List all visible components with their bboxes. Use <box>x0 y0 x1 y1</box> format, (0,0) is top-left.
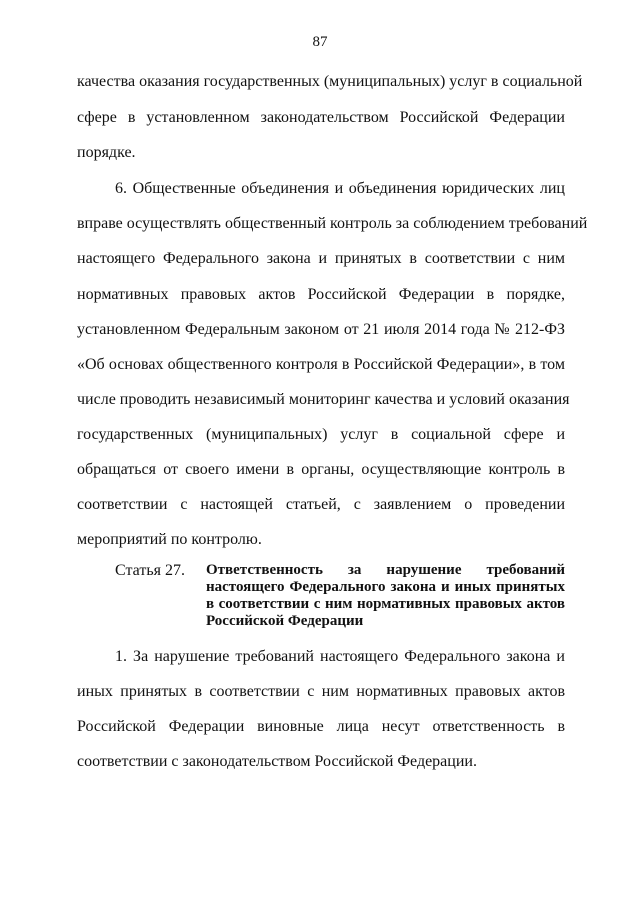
text-line: порядке. <box>77 144 136 161</box>
text-line: сфере в установленном законодательством Российской Федерации <box>77 109 565 126</box>
text-line: настоящего Федерального закона и принятых в соответствии с ним <box>77 250 565 267</box>
text-line: установленном Федеральным законом от 21 июля 2014 года № 212-ФЗ <box>77 321 565 338</box>
text-line: числе проводить независимый мониторинг качества и условий оказания <box>77 391 570 408</box>
text-line: соответствии с настоящей статьей, с заявлением о проведении <box>77 496 565 513</box>
text-line: обращаться от своего имени в органы, осуществляющие контроль в <box>77 461 565 478</box>
text-line: Российской Федерации виновные лица несут ответственность в <box>77 718 565 735</box>
article-title-line: Ответственность за нарушение требований <box>206 562 565 578</box>
text-line: вправе осуществлять общественный контроль за соблюдением требований <box>77 215 588 232</box>
text-line: «Об основах общественного контроля в Российской Федерации», в том <box>77 356 565 373</box>
article-label: Статья 27. <box>115 562 185 579</box>
text-line: иных принятых в соответствии с ним нормативных правовых актов <box>77 683 565 700</box>
text-line: нормативных правовых актов Российской Федерации в порядке, <box>77 286 565 303</box>
text-line: качества оказания государственных (муниципальных) услуг в социальной <box>77 73 583 90</box>
article-title-line: настоящего Федерального закона и иных принятых <box>206 579 565 595</box>
text-line: мероприятий по контролю. <box>77 531 262 548</box>
text-line: государственных (муниципальных) услуг в социальной сфере и <box>77 426 565 443</box>
article-title-line: Российской Федерации <box>206 613 364 629</box>
text-line: 1. За нарушение требований настоящего Федерального закона и <box>115 648 565 665</box>
text-line: 6. Общественные объединения и объединения юридических лиц <box>115 180 565 197</box>
article-title-line: в соответствии с ним нормативных правовых актов <box>206 596 565 612</box>
text-line: соответствии с законодательством Российской Федерации. <box>77 753 477 770</box>
page-number: 87 <box>312 34 328 50</box>
